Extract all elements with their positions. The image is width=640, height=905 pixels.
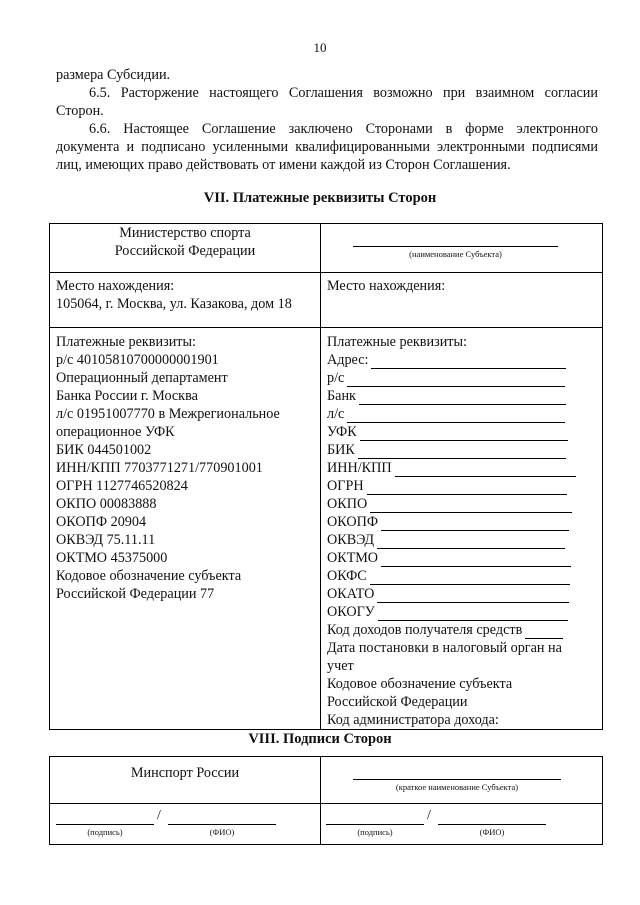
subject-field-bank bbox=[327, 387, 596, 405]
field-label: БИК bbox=[327, 442, 355, 458]
subject-tail-line: учет bbox=[327, 658, 354, 674]
fill-line bbox=[347, 408, 565, 423]
fill-line bbox=[378, 606, 568, 621]
subject-name-caption: (наименование Субъекта) bbox=[409, 249, 502, 259]
field-label: ОКОГУ bbox=[327, 604, 375, 620]
fill-line bbox=[359, 390, 566, 405]
subject-location-cell bbox=[321, 273, 603, 328]
fill-line bbox=[381, 516, 569, 531]
ministry-payment-line: Кодовое обозначение субъекта bbox=[56, 568, 242, 584]
ministry-location-label: Место нахождения: bbox=[56, 278, 175, 294]
field-label: Код доходов получателя средств bbox=[327, 622, 523, 638]
field-label: ОКТМО bbox=[327, 550, 379, 566]
fill-line bbox=[358, 444, 566, 459]
fill-line bbox=[347, 372, 565, 387]
ministry-payment-line: л/с 01951007770 в Межрегиональное bbox=[56, 406, 280, 422]
field-label: л/с bbox=[327, 406, 345, 422]
field-label: ОКВЭД bbox=[327, 532, 375, 548]
ministry-payment-line: операционное УФК bbox=[56, 424, 175, 440]
subject-payment-cell bbox=[321, 328, 603, 730]
paragraph-6-5: 6.5. Расторжение настоящего Соглашения возможно при взаимном согласии Сторон. bbox=[56, 85, 598, 119]
subject-location-label: Место нахождения: bbox=[327, 278, 446, 294]
ministry-signature-header bbox=[50, 757, 321, 804]
subject-field-okved bbox=[327, 531, 596, 549]
subject-field-bik bbox=[327, 441, 596, 459]
fill-line bbox=[377, 534, 565, 549]
field-label: р/с bbox=[327, 370, 345, 386]
signature-caption: (подпись) bbox=[357, 827, 393, 837]
subject-field-ufk bbox=[327, 423, 596, 441]
page-number: 10 bbox=[313, 40, 327, 55]
subject-payment-title: Платежные реквизиты: bbox=[327, 334, 467, 350]
subject-signature-cell bbox=[321, 804, 603, 845]
ministry-short-name: Минспорт России bbox=[130, 765, 240, 781]
field-label: ОКОПФ bbox=[327, 514, 379, 530]
field-label: ОКАТО bbox=[327, 586, 375, 602]
subject-tail-line: Код администратора дохода: bbox=[327, 712, 499, 728]
ministry-payment-line: Операционный департамент bbox=[56, 370, 228, 386]
subject-field-oktmo bbox=[327, 549, 596, 567]
section-7-title: VII. Платежные реквизиты Сторон bbox=[203, 190, 437, 206]
ministry-payment-line: р/с 40105810700000001901 bbox=[56, 352, 219, 368]
ministry-name-line1: Министерство спорта bbox=[119, 225, 251, 241]
field-label: Банк bbox=[327, 388, 356, 404]
ministry-signature-cell bbox=[50, 804, 321, 845]
signature-line bbox=[326, 824, 424, 825]
fill-line bbox=[370, 570, 570, 585]
subject-field-inn-kpp bbox=[327, 459, 596, 477]
fill-line bbox=[395, 462, 576, 477]
signature-slash: / bbox=[427, 808, 431, 823]
subject-short-name-line bbox=[353, 779, 561, 780]
ministry-location-value: 105064, г. Москва, ул. Казакова, дом 18 bbox=[56, 296, 292, 312]
fio-line bbox=[168, 824, 276, 825]
ministry-payment-cell bbox=[50, 328, 321, 730]
field-label: ОКПО bbox=[327, 496, 368, 512]
ministry-location-cell bbox=[50, 273, 321, 328]
ministry-payment-line: ОКТМО 45375000 bbox=[56, 550, 168, 566]
fill-line bbox=[377, 588, 569, 603]
ministry-payment-line: ОКПО 00083888 bbox=[56, 496, 157, 512]
ministry-payment-line: БИК 044501002 bbox=[56, 442, 152, 458]
subject-field-personal-account bbox=[327, 405, 596, 423]
ministry-payment-line: Банка России г. Москва bbox=[56, 388, 198, 404]
subject-name-line bbox=[353, 246, 558, 247]
fill-line bbox=[367, 480, 567, 495]
field-label: ОГРН bbox=[327, 478, 364, 494]
subject-header-cell bbox=[321, 224, 603, 273]
field-label: ОКФС bbox=[327, 568, 367, 584]
subject-field-ogrn bbox=[327, 477, 596, 495]
fill-line bbox=[370, 498, 572, 513]
fill-line bbox=[525, 624, 563, 639]
paragraph-6-6: 6.6. Настоящее Соглашение заключено Сторонами в форме электронного документа и подписано усиленными квалифицированными электронными подписями лиц, имеющих право действовать от имени каждой из Сторон Соглашения. bbox=[56, 121, 598, 173]
signatures-table bbox=[49, 756, 603, 845]
signature-caption: (подпись) bbox=[87, 827, 123, 837]
signature-line bbox=[56, 824, 154, 825]
ministry-payment-line: Платежные реквизиты: bbox=[56, 334, 196, 350]
ministry-header-cell bbox=[50, 224, 321, 273]
field-label: ИНН/КПП bbox=[327, 460, 392, 476]
subject-field-account bbox=[327, 369, 596, 387]
subject-field-income-code bbox=[327, 621, 596, 639]
fio-caption: (ФИО) bbox=[209, 827, 235, 837]
subject-field-okogu bbox=[327, 603, 596, 621]
ministry-payment-line: Российской Федерации 77 bbox=[56, 586, 215, 602]
ministry-payment-line: ОКОПФ 20904 bbox=[56, 514, 147, 530]
subject-tail-line: Дата постановки в налоговый орган на bbox=[327, 640, 562, 656]
fio-caption: (ФИО) bbox=[479, 827, 505, 837]
ministry-payment-line: ОКВЭД 75.11.11 bbox=[56, 532, 156, 548]
fill-line bbox=[381, 552, 571, 567]
ministry-payment-line: ИНН/КПП 7703771271/770901001 bbox=[56, 460, 263, 476]
subject-field-okfs bbox=[327, 567, 596, 585]
fill-line bbox=[360, 426, 568, 441]
section-8-title: VIII. Подписи Сторон bbox=[248, 731, 392, 747]
ministry-name-line2: Российской Федерации bbox=[114, 243, 256, 259]
paragraph-continuation: размера Субсидии. bbox=[56, 67, 171, 83]
subject-field-okato bbox=[327, 585, 596, 603]
subject-signature-header bbox=[321, 757, 603, 804]
subject-field-okpo bbox=[327, 495, 596, 513]
subject-field-okopf bbox=[327, 513, 596, 531]
field-label: Адрес: bbox=[327, 352, 369, 368]
subject-short-name-caption: (краткое наименование Субъекта) bbox=[395, 782, 519, 792]
subject-tail-line: Российской Федерации bbox=[327, 694, 468, 710]
subject-tail-line: Кодовое обозначение субъекта bbox=[327, 676, 513, 692]
subject-field-address bbox=[327, 351, 596, 369]
signature-slash: / bbox=[157, 808, 161, 823]
fill-line bbox=[371, 354, 566, 369]
field-label: УФК bbox=[327, 424, 357, 440]
payment-details-table bbox=[49, 223, 603, 730]
ministry-payment-line: ОГРН 1127746520824 bbox=[56, 478, 188, 494]
fio-line bbox=[438, 824, 546, 825]
